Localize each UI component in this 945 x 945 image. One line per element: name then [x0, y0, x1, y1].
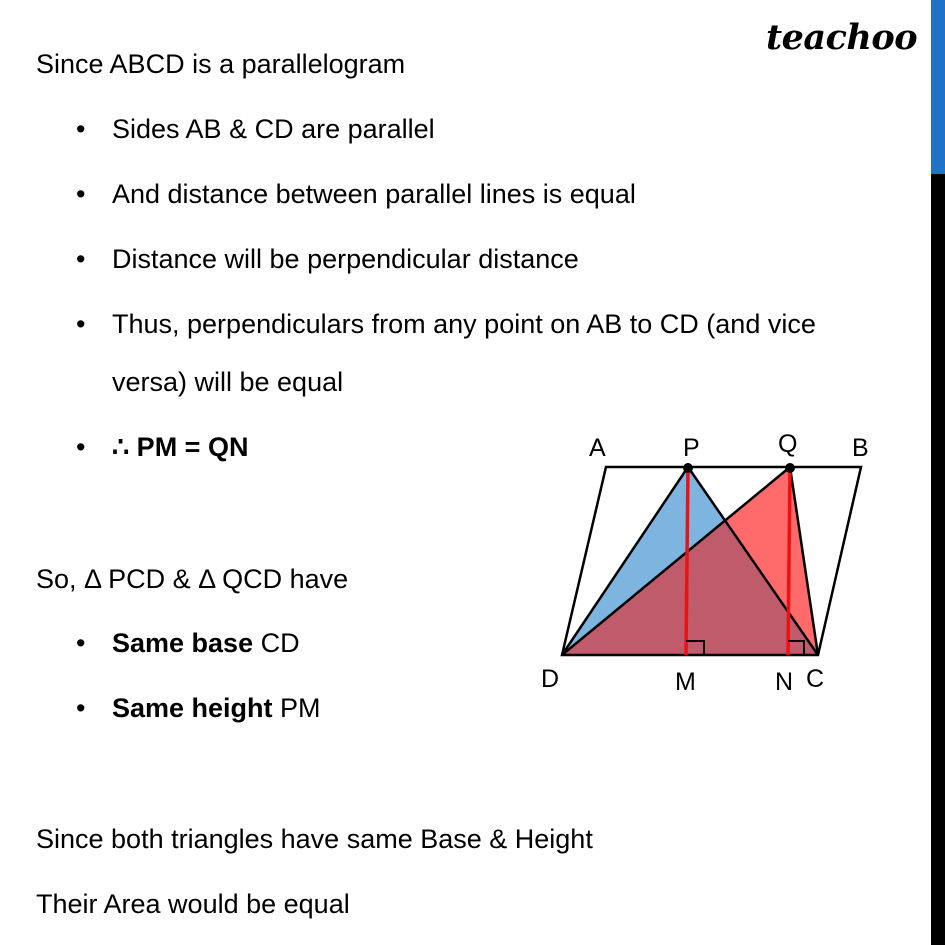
bullet-icon: •	[76, 432, 86, 462]
label-c: C	[806, 665, 825, 693]
label-d: D	[541, 665, 560, 693]
point-q-dot	[785, 463, 795, 473]
label-b: B	[852, 434, 869, 462]
point-perpendicular-distance: Distance will be perpendicular distance	[112, 244, 579, 274]
perpendicular-pm	[686, 467, 688, 655]
teachoo-logo: teachoo	[766, 17, 918, 58]
point-pm-equals-qn: ∴ PM = QN	[112, 432, 249, 462]
statement-same-base-height: Since both triangles have same Base & Height	[36, 824, 593, 854]
bullet-icon: •	[76, 244, 86, 274]
point-sides-parallel: Sides AB & CD are parallel	[112, 114, 435, 144]
statement-triangles-have: So, Δ PCD & Δ QCD have	[36, 564, 349, 594]
bullet-icon: •	[76, 114, 86, 144]
point-distance-equal: And distance between parallel lines is equal	[112, 179, 636, 209]
label-n: N	[775, 668, 794, 696]
bullet-icon: •	[76, 628, 86, 658]
label-a: A	[589, 434, 606, 462]
same-base-value: CD	[253, 628, 300, 658]
label-m: M	[675, 668, 696, 696]
statement-area-equal: Their Area would be equal	[36, 889, 350, 919]
same-height-value: PM	[272, 693, 321, 723]
statement-parallelogram: Since ABCD is a parallelogram	[36, 49, 406, 79]
same-height-label: Same height	[112, 693, 273, 723]
same-base-label: Same base	[112, 628, 254, 658]
point-p-dot	[683, 463, 693, 473]
perpendicular-qn	[788, 467, 790, 655]
bullet-icon: •	[76, 693, 86, 723]
bullet-icon: •	[76, 309, 86, 339]
point-perpendiculars-equal-cont: versa) will be equal	[112, 367, 344, 397]
point-perpendiculars-equal: Thus, perpendiculars from any point on AB to CD (and vice	[112, 309, 816, 339]
bullet-icon: •	[76, 179, 86, 209]
label-p: P	[683, 434, 700, 462]
label-q: Q	[778, 430, 798, 458]
